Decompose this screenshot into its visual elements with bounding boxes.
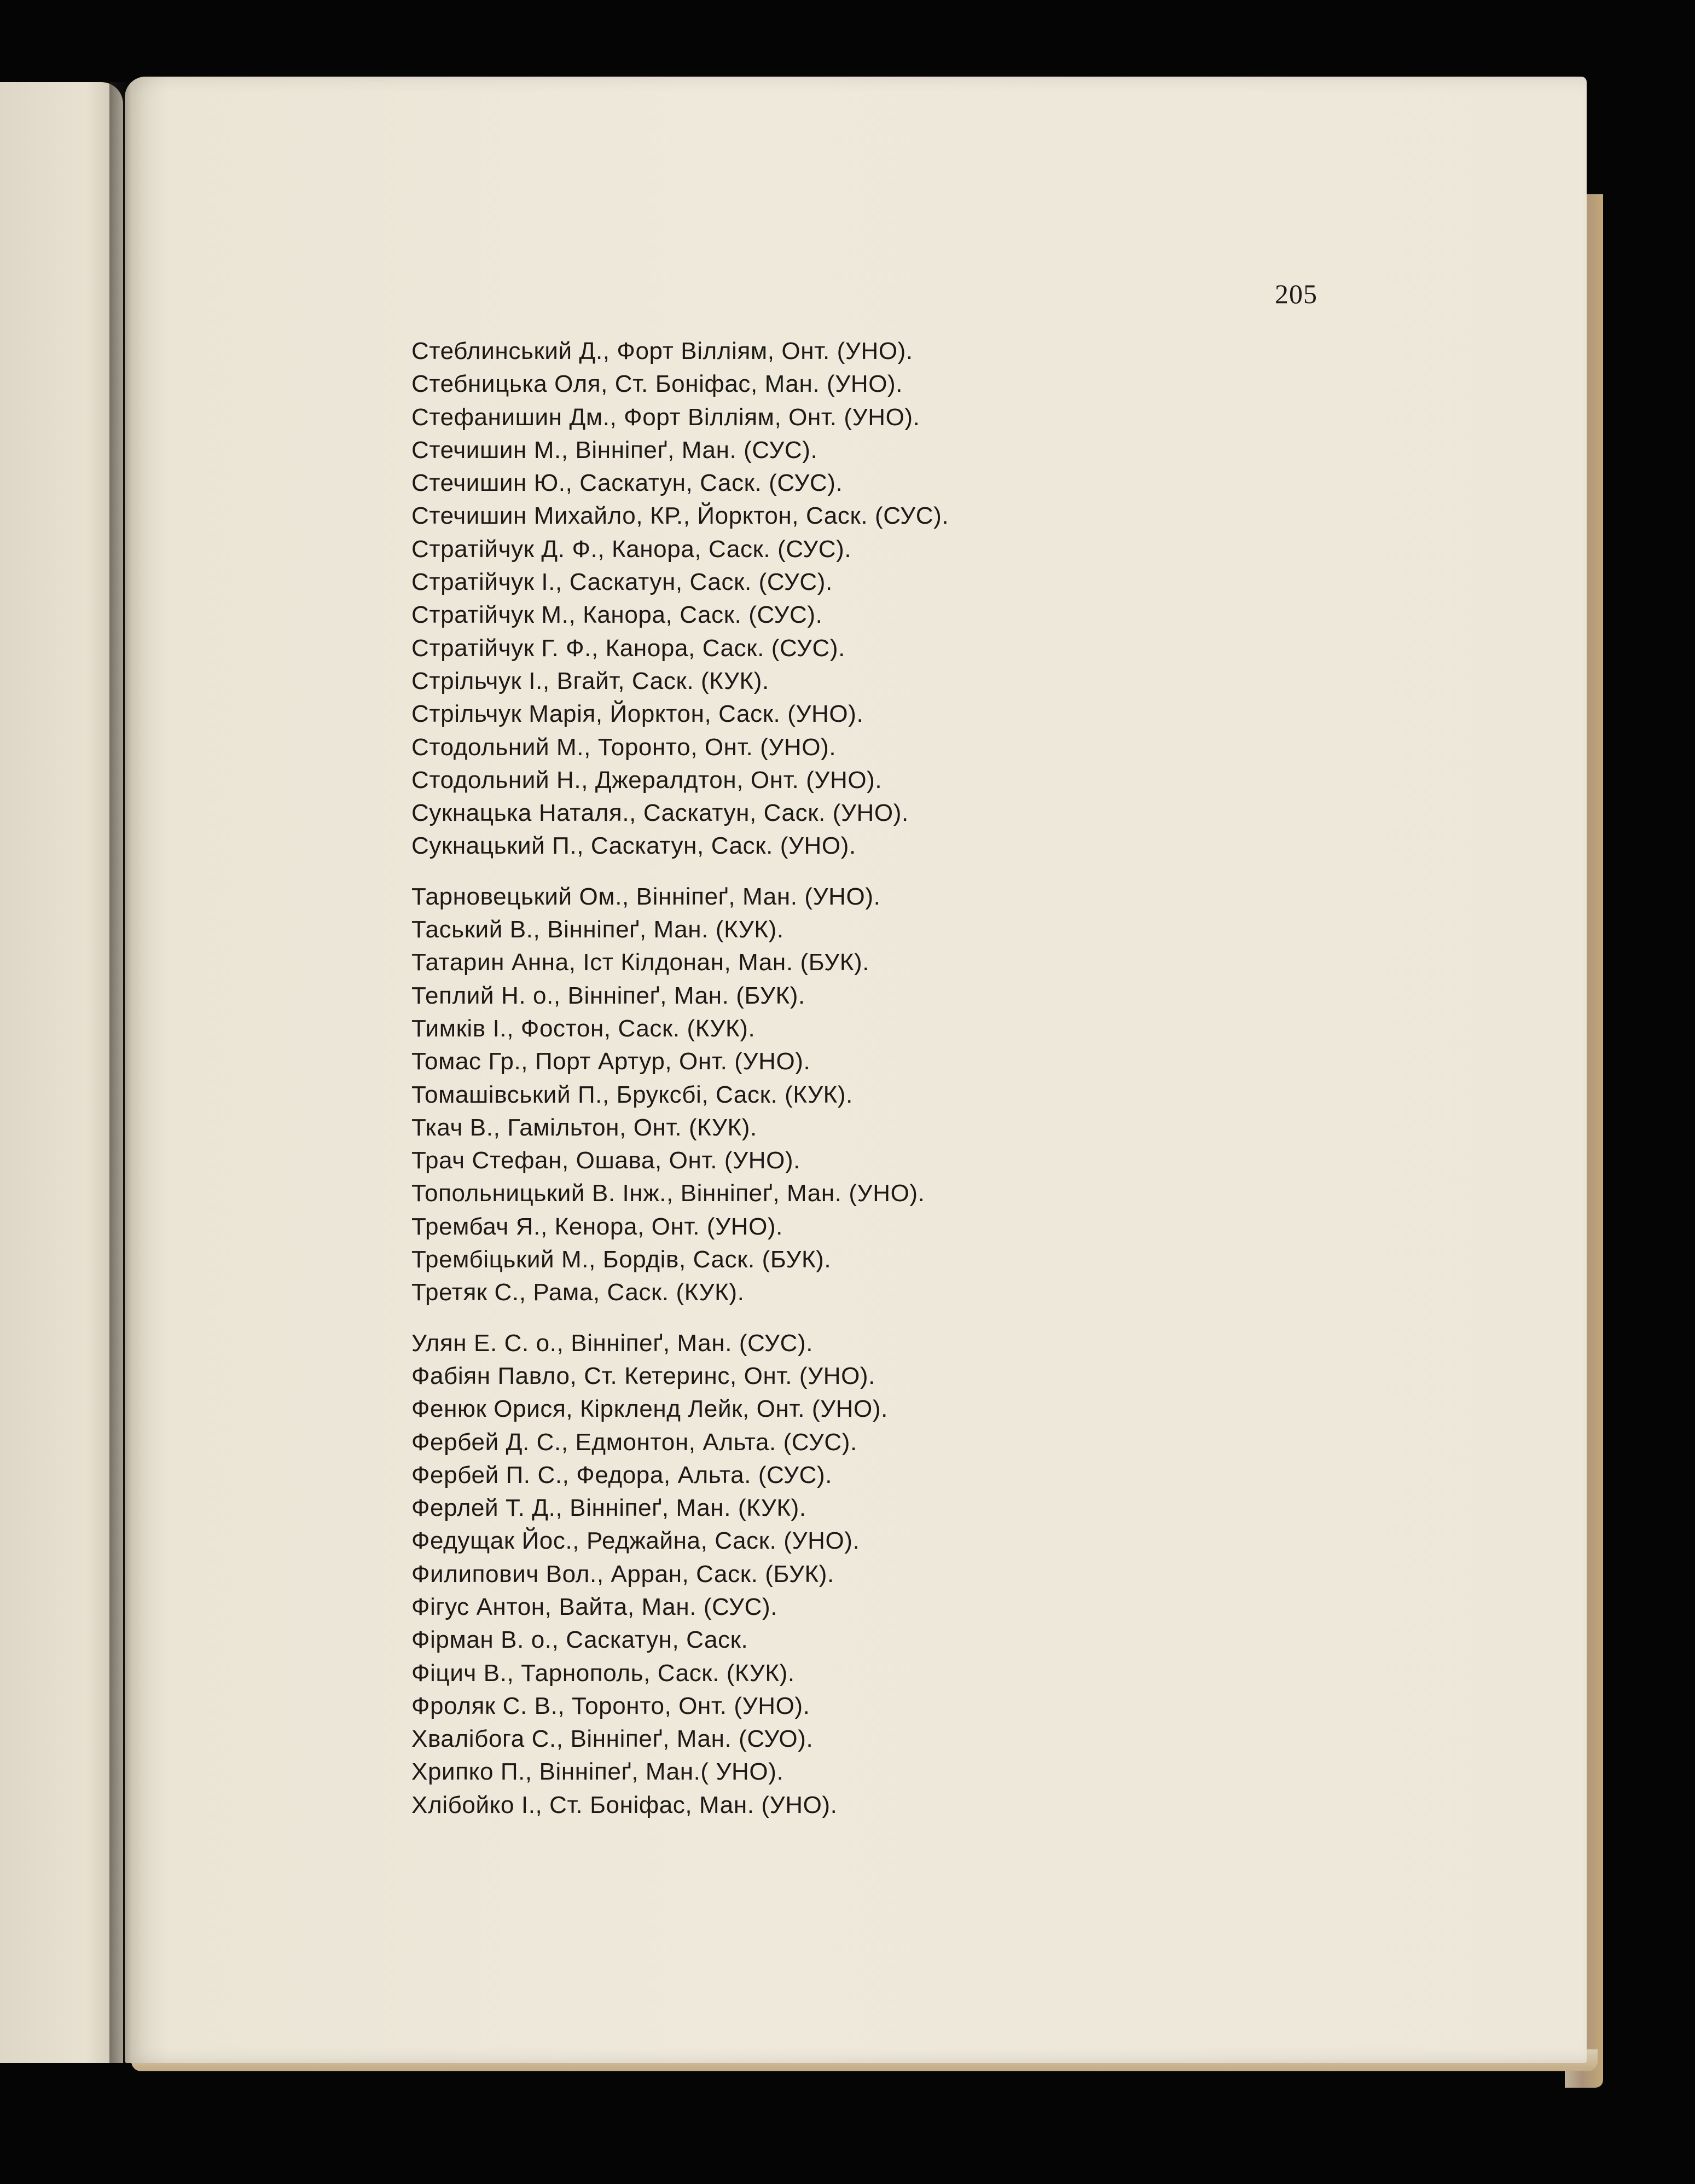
list-item: Фабіян Павло, Ст. Кетеринс, Онт. (УНО). [411, 1362, 875, 1389]
list-item: Фенюк Орися, Кіркленд Лейк, Онт. (УНО). [411, 1395, 888, 1423]
list-item: Татарин Анна, Іст Кілдонан, Ман. (БУК). [411, 949, 870, 976]
list-item: Стратійчук Д. Ф., Канора, Саск. (СУС). [411, 535, 852, 563]
list-item: Стечишин Михайло, КР., Йорктон, Саск. (СУС). [411, 502, 949, 530]
list-item: Стратійчук Г. Ф., Канора, Саск. (СУС). [411, 634, 845, 662]
list-item: Стодольний Н., Джералдтон, Онт. (УНО). [411, 766, 883, 793]
list-item: Фіцич В., Тарнополь, Саск. (КУК). [411, 1659, 795, 1687]
list-item: Улян Е. С. о., Вінніпеґ, Ман. (СУС). [411, 1329, 814, 1357]
list-item: Хлібойко І., Ст. Боніфас, Ман. (УНО). [411, 1791, 838, 1818]
list-item: Стратійчук М., Канора, Саск. (СУС). [411, 601, 823, 629]
list-item: Филипович Вол., Арран, Саск. (БУК). [411, 1560, 834, 1588]
list-item: Таський В., Вінніпеґ, Ман. (КУК). [411, 916, 784, 943]
list-item: Хрипко П., Вінніпеґ, Ман.( УНО). [411, 1758, 784, 1786]
list-item: Томас Гр., Порт Артур, Онт. (УНО). [411, 1048, 811, 1075]
list-item: Сукнацька Наталя., Саскатун, Саск. (УНО). [411, 800, 909, 827]
list-item: Стрільчук Марія, Йорктон, Саск. (УНО). [411, 700, 864, 728]
list-item: Фірман В. о., Саскатун, Саск. [411, 1626, 748, 1654]
list-item: Стебницька Оля, Ст. Боніфас, Ман. (УНО). [411, 370, 903, 398]
list-item: Федущак Йос., Реджайна, Саск. (УНО). [411, 1527, 860, 1555]
book-gutter [109, 82, 131, 2063]
member-list [411, 335, 1232, 1822]
list-item: Тимків І., Фостон, Саск. (КУК). [411, 1015, 756, 1042]
left-page-edge [0, 82, 123, 2063]
list-item: Стечишин Ю., Саскатун, Саск. (СУС). [411, 470, 843, 497]
list-item: Стеблинський Д., Форт Вілліям, Онт. (УНО). [411, 338, 913, 364]
list-item: Теплий Н. о., Вінніпеґ, Ман. (БУК). [411, 982, 805, 1009]
list-item: Ткач В., Гамільтон, Онт. (КУК). [411, 1114, 757, 1141]
page-number: 205 [1275, 279, 1317, 309]
list-item: Фроляк С. В., Торонто, Онт. (УНО). [411, 1692, 810, 1719]
list-item: Стодольний М., Торонто, Онт. (УНО). [411, 733, 837, 761]
list-item: Стрільчук І., Вгайт, Саск. (КУК). [411, 667, 769, 694]
list-item: Фербей Д. С., Едмонтон, Альта. (СУС). [411, 1428, 857, 1456]
list-item: Ферлей Т. Д., Вінніпеґ, Ман. (КУК). [411, 1494, 806, 1522]
list-item: Фігус Антон, Вайта, Ман. (СУС). [411, 1593, 778, 1620]
list-item: Тарновецький Ом., Вінніпеґ, Ман. (УНО). [411, 883, 881, 910]
list-item: Трембіцький М., Бордів, Саск. (БУК). [411, 1246, 832, 1273]
list-item: Хвалібога С., Вінніпеґ, Ман. (СУО). [411, 1725, 814, 1753]
list-item: Фербей П. С., Федора, Альта. (СУС). [411, 1461, 833, 1488]
list-item: Стечишин М., Вінніпеґ, Ман. (СУС). [411, 436, 818, 464]
list-item: Трач Стефан, Ошава, Онт. (УНО). [411, 1147, 800, 1174]
list-item: Стефанишин Дм., Форт Вілліям, Онт. (УНО). [411, 403, 920, 431]
list-item: Сукнацький П., Саскатун, Саск. (УНО). [411, 832, 856, 860]
list-item: Трембач Я., Кенора, Онт. (УНО). [411, 1213, 783, 1240]
list-item: Томашівський П., Бруксбі, Саск. (КУК). [411, 1081, 853, 1108]
list-item: Топольницький В. Інж., Вінніпеґ, Ман. (УНО). [411, 1180, 925, 1207]
list-item: Третяк С., Рама, Саск. (КУК). [411, 1279, 745, 1306]
list-item: Стратійчук І., Саскатун, Саск. (СУС). [411, 569, 833, 596]
